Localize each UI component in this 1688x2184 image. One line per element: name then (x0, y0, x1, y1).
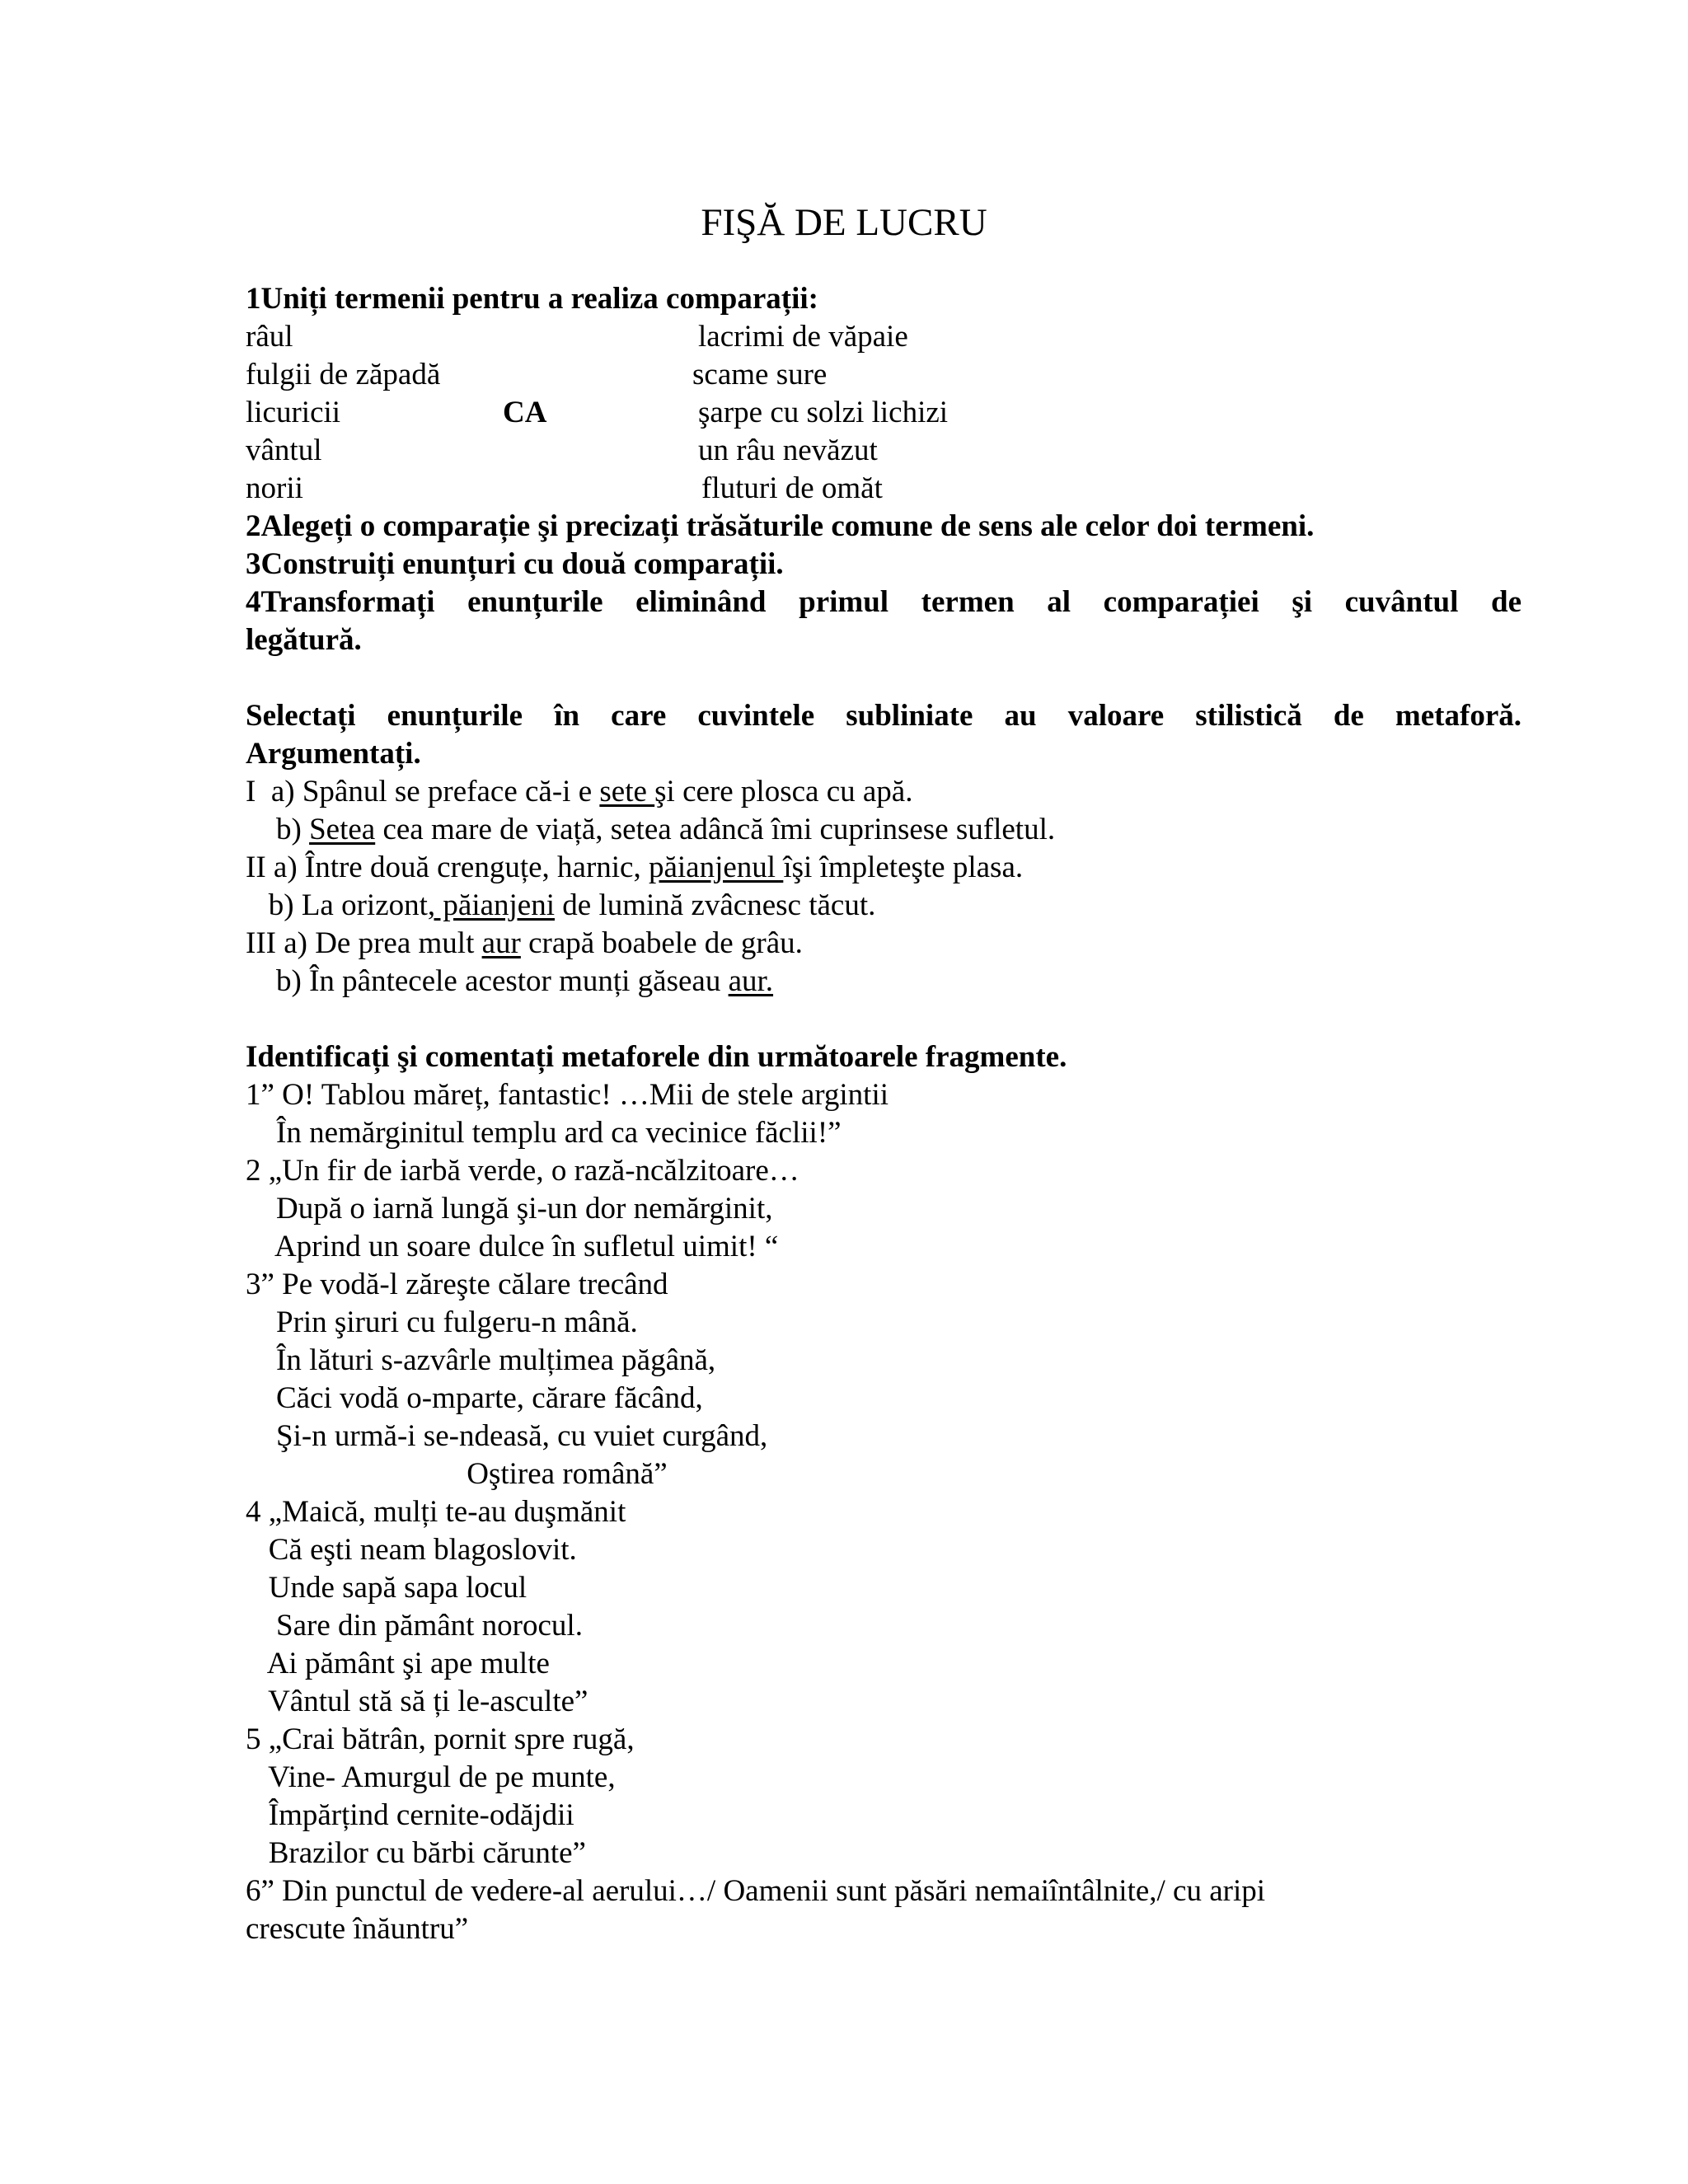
select-instruction-line1: Selectați enunțurile în care cuvintele subliniate au valoare stilistică de metaforă. (246, 699, 1522, 733)
poem-line: Aprind un soare dulce în sufletul uimit! “ (246, 1230, 779, 1263)
select-sentence (246, 773, 912, 811)
underlined-word: păianjenul (648, 851, 784, 884)
ex1-left-term: râul (246, 320, 293, 354)
sentence-text: III a) De prea mult (246, 926, 482, 960)
ex1-right-term: lacrimi de văpaie (698, 320, 908, 354)
sentence-text: II a) Între două crenguțe, harnic, (246, 851, 649, 884)
poem-line: 2 „Un fir de iarbă verde, o rază-ncălzitoare… (246, 1154, 799, 1188)
ex1-right-term: scame sure (692, 358, 828, 391)
ex4-instruction-line2: legătură. (246, 623, 362, 657)
sentence-text: de lumină zvâcnesc tăcut. (555, 888, 876, 922)
poem-line: În lături s-azvârle mulțimea păgână, (246, 1343, 716, 1377)
poem-line: 4 „Maică, mulți te-au duşmănit (246, 1495, 626, 1529)
ex1-left-term: norii (246, 471, 303, 505)
poem-line: crescute înăuntru” (246, 1912, 469, 1946)
ex1-connector: CA (503, 396, 547, 429)
ex1-left-term: licuricii (246, 396, 341, 429)
ex1-left-term: fulgii de zăpadă (246, 358, 441, 391)
underlined-word: , păianjeni (427, 888, 556, 922)
poem-line: Oştirea română” (246, 1457, 668, 1491)
poem-line: Că eşti neam blagoslovit. (246, 1533, 577, 1567)
poem-line: 5 „Crai bătrân, pornit spre rugă, (246, 1722, 635, 1756)
ex1-right-term: un râu nevăzut (698, 434, 878, 467)
poem-line: Brazilor cu bărbi cărunte” (246, 1836, 586, 1870)
poem-line: Vântul stă să ți le-asculte” (246, 1685, 588, 1718)
sentence-text: crapă boabele de grâu. (520, 926, 803, 960)
sentence-text: îşi împleteşte plasa. (783, 851, 1024, 884)
ex1-heading: 1Uniți termenii pentru a realiza comparații: (246, 282, 818, 316)
sentence-text: b) La orizont (246, 888, 428, 922)
poem-line: Unde sapă sapa locul (246, 1571, 528, 1605)
underlined-word: sete (599, 775, 655, 808)
ex3-instruction: 3Construiți enunțuri cu două comparații. (246, 547, 784, 581)
page-title: FIŞĂ DE LUCRU (701, 201, 987, 244)
poem-line: 3” Pe vodă-l zăreşte călare trecând (246, 1268, 668, 1301)
poem-line: Şi-n urmă-i se-ndeasă, cu vuiet curgând, (246, 1419, 768, 1453)
select-sentence (246, 811, 1055, 849)
select-instruction-line2: Argumentați. (246, 737, 421, 771)
poem-line: După o iarnă lungă şi-un dor nemărginit, (246, 1192, 773, 1226)
poem-line: Vine- Amurgul de pe munte, (246, 1760, 616, 1794)
ex1-right-term: fluturi de omăt (701, 471, 883, 505)
select-sentence (246, 963, 773, 1001)
select-sentence (246, 849, 1023, 887)
ex4-instruction-line1: 4Transformați enunțurile eliminând primul termen al comparației şi cuvântul de (246, 585, 1522, 619)
sentence-text: şi cere plosca cu apă. (654, 775, 913, 808)
poem-line: În nemărginitul templu ard ca vecinice făclii!” (246, 1116, 842, 1150)
select-sentence (246, 887, 875, 925)
ex1-right-term: şarpe cu solzi lichizi (698, 396, 949, 429)
underlined-word: aur (481, 926, 521, 960)
poem-line: Sare din pământ norocul. (246, 1609, 583, 1643)
poem-line: Prin şiruri cu fulgeru-n mână. (246, 1305, 638, 1339)
sentence-text: I a) Spânul se preface că-i e (246, 775, 600, 808)
sentence-text: cea mare de viață, setea adâncă îmi cuprinsese sufletul. (375, 813, 1056, 846)
underlined-word: Setea (309, 813, 376, 846)
select-sentence (246, 925, 803, 963)
sentence-text: b) (246, 813, 310, 846)
poem-line: Căci vodă o-mparte, cărare făcând, (246, 1381, 703, 1415)
identify-heading: Identificați şi comentați metaforele din următoarele fragmente. (246, 1040, 1067, 1074)
poem-line: Împărțind cernite-odăjdii (246, 1798, 574, 1832)
ex1-left-term: vântul (246, 434, 322, 467)
sentence-text: b) În pântecele acestor munți găseau (246, 964, 729, 998)
poem-line: Ai pământ şi ape multe (246, 1647, 550, 1680)
ex2-instruction: 2Alegeți o comparație şi precizați trăsăturile comune de sens ale celor doi termeni. (246, 509, 1315, 543)
poem-line: 1” O! Tablou măreț, fantastic! …Mii de stele argintii (246, 1078, 889, 1112)
poem-line: 6” Din punctul de vedere-al aerului…/ Oamenii sunt păsări nemaiîntâlnite,/ cu aripi (246, 1874, 1266, 1908)
underlined-word: aur. (728, 964, 774, 998)
